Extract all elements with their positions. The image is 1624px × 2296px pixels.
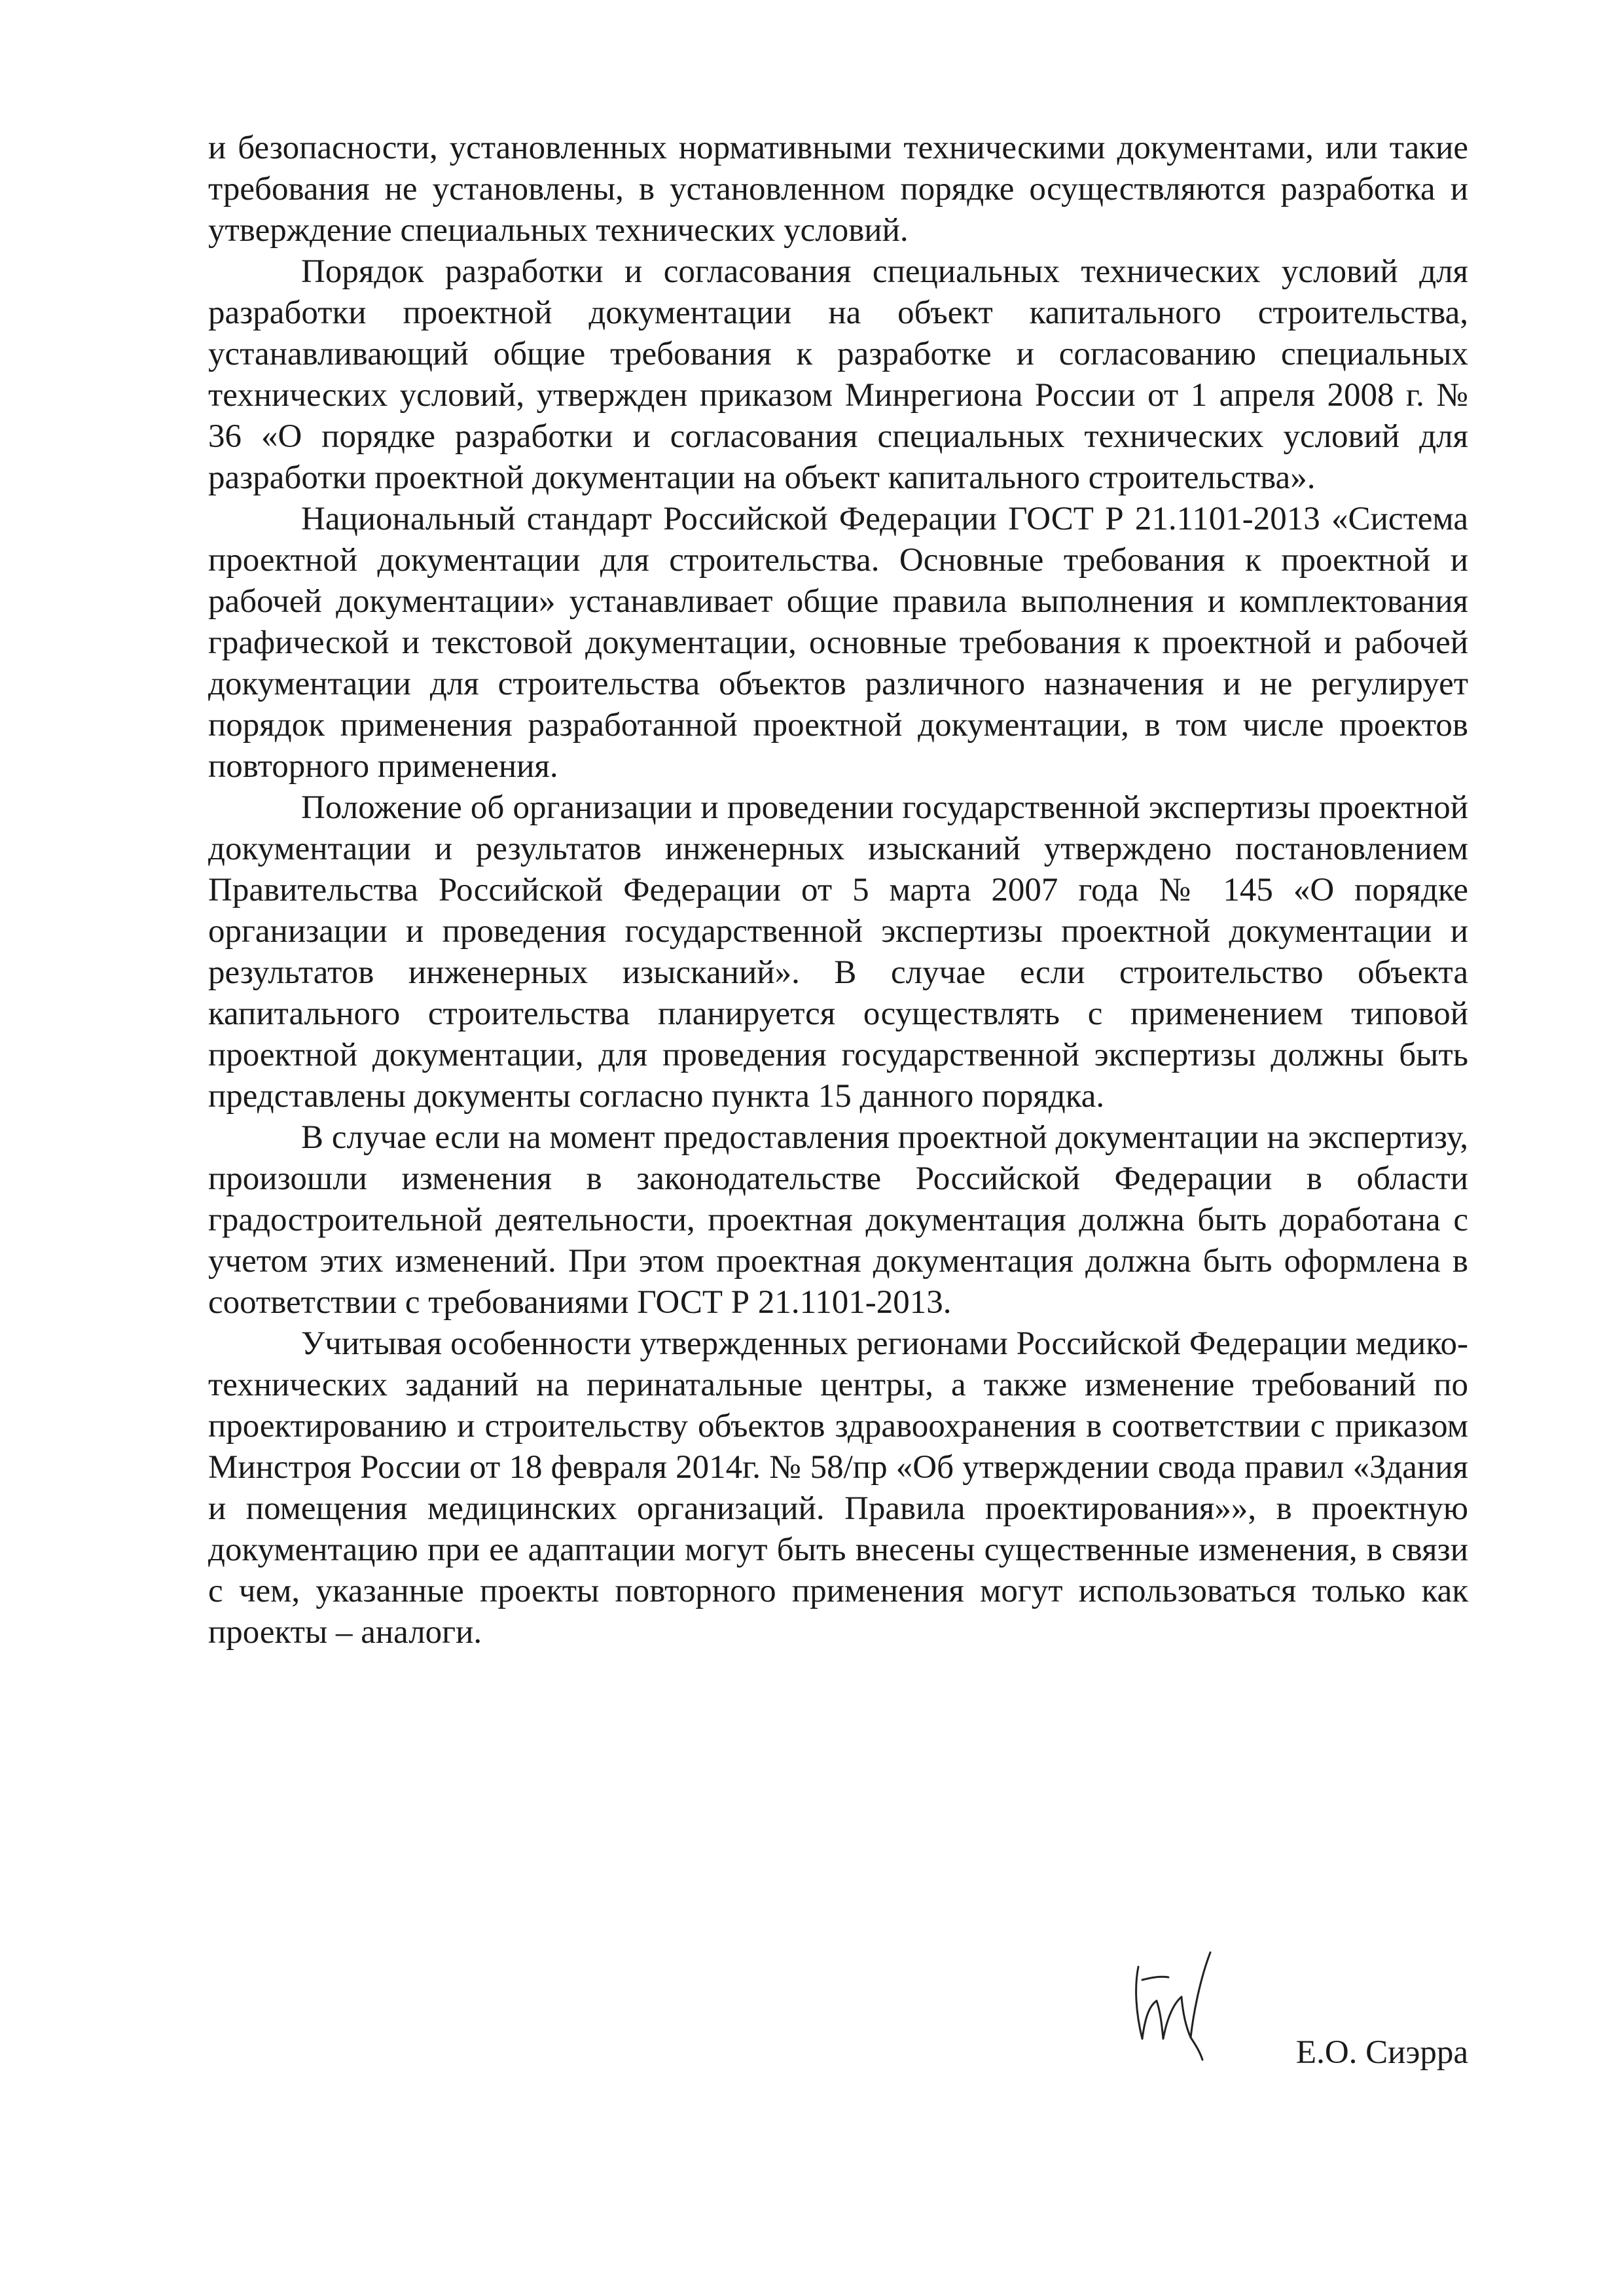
paragraph-4: Положение об организации и проведении государственной экспертизы проектной документации и результатов инженерных изысканий утверждено постановлением Правительства Российской Федерации от 5 марта 2007 года № 145 «О порядке организации и проведения государственной экспертизы проектной документации и результатов инженерных изысканий». В случае если строительство объекта капитального строительства планируется осуществлять с применением типовой проектной документации, для проведения государственной экспертизы должны быть представлены документы согласно пункта 15 данного порядка.	[208, 789, 1468, 1115]
paragraph-1: и безопасности, установленных нормативными техническими документами, или такие требования не установлены, в установленном порядке осуществляются разработка и утверждение специальных технических условий.	[208, 130, 1468, 249]
paragraph-3: Национальный стандарт Российской Федерации ГОСТ Р 21.1101-2013 «Система проектной документации для строительства. Основные требования к проектной и рабочей документации» устанавливает общие правила выполнения и комплектования графической и текстовой документации, основные требования к проектной и рабочей документации для строительства объектов различного назначения и не регулирует порядок применения разработанной проектной документации, в том числе проектов повторного применения.	[208, 501, 1468, 785]
signer-name: Е.О. Сиэрра	[1295, 2034, 1468, 2071]
handwritten-signature-icon	[1123, 1941, 1227, 2065]
paragraph-2: Порядок разработки и согласования специальных технических условий для разработки проектной документации на объект капитального строительства, устанавливающий общие требования к разработке и согласованию специальных технических условий, утвержден приказом Минрегиона России от 1 апреля 2008 г. № 36 «О порядке разработки и согласования специальных технических условий для разработки проектной документации на объект капитального строительства».	[208, 253, 1468, 496]
paragraph-6: Учитывая особенности утвержденных регионами Российской Федерации медико-технических заданий на перинатальные центры, а также изменение требований по проектированию и строительству объектов здравоохранения в соответствии с приказом Минстроя России от 18 февраля 2014г. № 58/пр «Об утверждении свода правил «Здания и помещения медицинских организаций. Правила проектирования»», в проектную документацию при ее адаптации могут быть внесены существенные изменения, в связи с чем, указанные проекты повторного применения могут использоваться только как проекты – аналоги.	[208, 1325, 1468, 1651]
letter-body	[208, 128, 1468, 1653]
paragraph-5: В случае если на момент предоставления проектной документации на экспертизу, произошли изменения в законодательстве Российской Федерации в области градостроительной деятельности, проектная документация должна быть доработана с учетом этих изменений. При этом проектная документация должна быть оформлена в соответствии с требованиями ГОСТ Р 21.1101-2013.	[208, 1119, 1468, 1321]
